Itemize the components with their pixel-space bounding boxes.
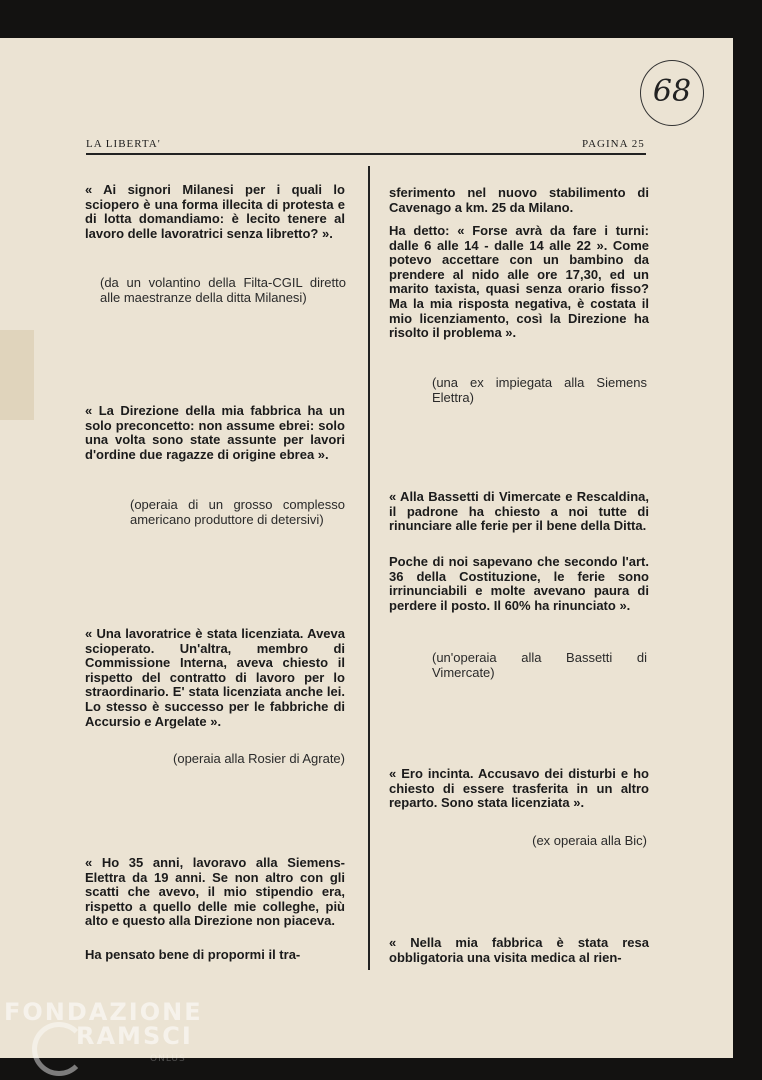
quote-ebrei: « La Direzione della mia fabbrica ha un solo preconcetto: non assume ebrei: solo una volta sono state assunte per lavori d'ordine due ragazze di origine ebrea ».: [85, 403, 345, 462]
source-siemens-elettra: (una ex impiegata alla Siemens Elettra): [432, 375, 647, 405]
quote-bassetti-ferie: Poche di noi sapevano che secondo l'art. 36 della Costituzione, le ferie sono irrinunciabili e molte avevano paura di perdere il posto. Il 60% ha rinunciato ».: [389, 554, 649, 613]
quote-milanesi: « Ai signori Milanesi per i quali lo sciopero è una forma illecita di protesta e di lotta domandiamo: è lecito tenere al lavoro delle lavoratrici senza libretto? ».: [85, 182, 345, 241]
paper-stain: [0, 330, 34, 420]
page-number: PAGINA 25: [582, 138, 645, 150]
quote-bassetti: « Alla Bassetti di Vimercate e Rescaldina, il padrone ha chiesto a noi tutte di rinunciare alle ferie per il bene della Ditta.: [389, 489, 649, 534]
quote-lavoratrice-licenziata: « Una lavoratrice è stata licenziata. Aveva scioperato. Un'altra, membro di Commissione Interna, aveva chiesto il rispetto del contratto di lavoro per lo straordinario. E' stata licenziata anche lei. Lo stesso è successo per le fabbriche di Accursio e Argelate ».: [85, 626, 345, 729]
quote-incinta: « Ero incinta. Accusavo dei disturbi e ho chiesto di essere trasferita in un altro reparto. Sono stata licenziata ».: [389, 766, 649, 811]
quote-visita-medica: « Nella mia fabbrica è stata resa obbligatoria una visita medica al rien-: [389, 935, 649, 965]
publication-title: LA LIBERTA': [86, 138, 161, 150]
source-bic: (ex operaia alla Bic): [532, 833, 647, 848]
watermark-text-1: FONDAZIONE: [4, 998, 203, 1026]
quote-siemens-right: sferimento nel nuovo stabilimento di Cavenago a km. 25 da Milano.: [389, 185, 649, 215]
source-bassetti: (un'operaia alla Bassetti di Vimercate): [432, 650, 647, 680]
source-milanesi: (da un volantino della Filta-CGIL diretto alle maestranze della ditta Milanesi): [100, 275, 346, 305]
column-divider: [368, 166, 370, 970]
watermark-text-3: ONLUS: [150, 1054, 186, 1064]
header-rule: [86, 153, 646, 155]
handwritten-folio-number: 68: [640, 60, 704, 126]
source-rosier: (operaia alla Rosier di Agrate): [173, 751, 345, 766]
quote-siemens-cont: Ha pensato bene di propormi il tra-: [85, 947, 301, 962]
watermark-text-2: RAMSCI: [76, 1022, 193, 1050]
quote-siemens-turni: Ha detto: « Forse avrà da fare i turni: dalle 6 alle 14 - dalle 14 alle 22 ». Come potevo accettare con un bambino da prendere al nido alle ore 17,30, ed un marito taxista, quasi senza orario fisso? Ma la mia risposta negativa, è costata il mio licenziamento, così la Direzione ha risolto il problema ».: [389, 223, 649, 341]
source-detersivi: (operaia di un grosso complesso americano produttore di detersivi): [130, 497, 345, 527]
quote-siemens: « Ho 35 anni, lavoravo alla Siemens-Elettra da 19 anni. Se non altro con gli scatti che avevo, il mio stipendio era, rispetto a quello delle mie colleghe, più alto e questo alla Direzione non piaceva.: [85, 855, 345, 929]
